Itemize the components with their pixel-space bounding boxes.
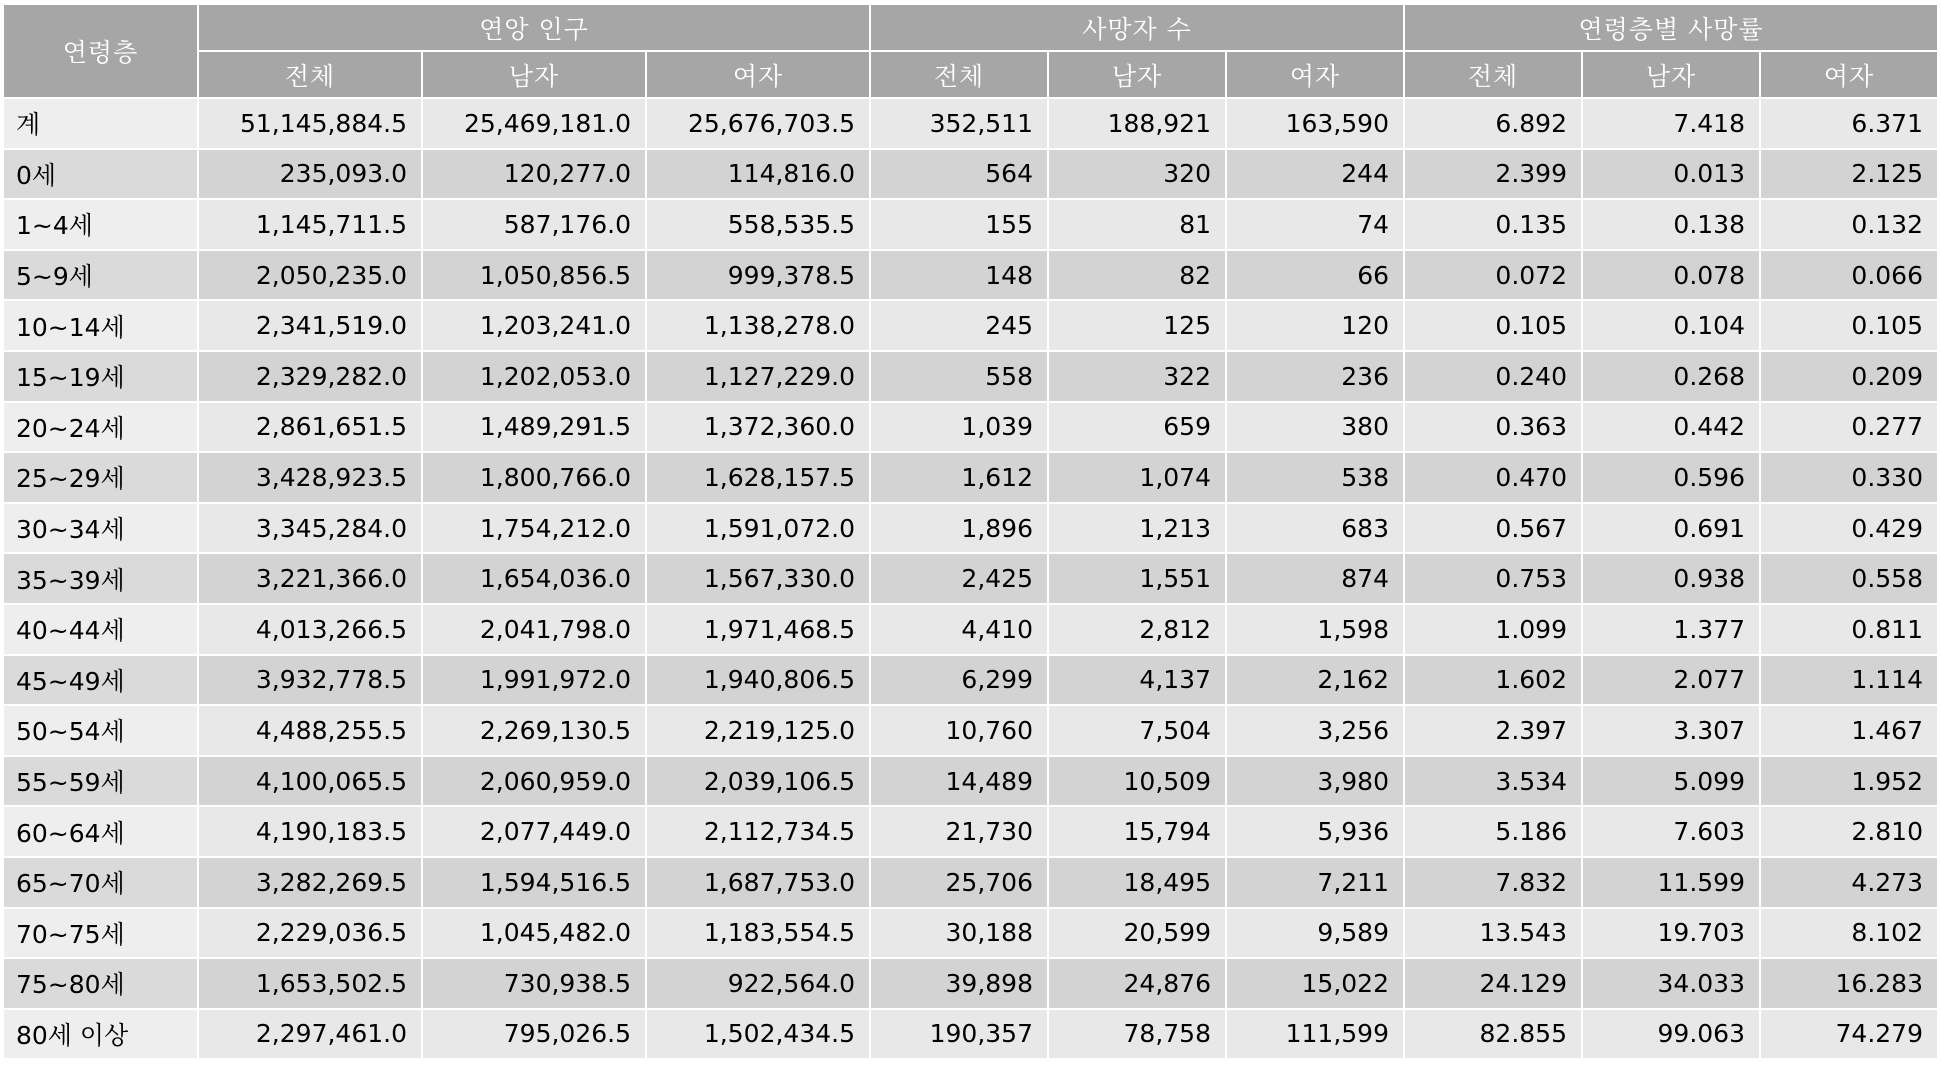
cell-rate-female: 4.273 [1760, 857, 1938, 908]
cell-rate-total: 0.363 [1404, 402, 1582, 453]
cell-deaths-male: 4,137 [1048, 655, 1226, 706]
cell-population-total: 2,861,651.5 [198, 402, 422, 453]
cell-rate-female: 1.952 [1760, 756, 1938, 807]
cell-deaths-male: 1,074 [1048, 452, 1226, 503]
cell-deaths-male: 320 [1048, 149, 1226, 200]
cell-deaths-female: 120 [1226, 300, 1404, 351]
row-age-label: 55~59세 [3, 756, 198, 807]
cell-rate-total: 5.186 [1404, 806, 1582, 857]
cell-rate-female: 16.283 [1760, 958, 1938, 1009]
cell-population-female: 1,567,330.0 [646, 553, 870, 604]
cell-rate-total: 0.072 [1404, 250, 1582, 301]
cell-rate-male: 11.599 [1582, 857, 1760, 908]
cell-deaths-total: 190,357 [870, 1009, 1048, 1060]
cell-rate-female: 0.066 [1760, 250, 1938, 301]
header-population-female: 여자 [646, 51, 870, 98]
table-row [3, 199, 1938, 250]
cell-deaths-female: 3,980 [1226, 756, 1404, 807]
cell-deaths-total: 1,612 [870, 452, 1048, 503]
cell-deaths-total: 1,896 [870, 503, 1048, 554]
header-rate-female: 여자 [1760, 51, 1938, 98]
cell-rate-total: 2.399 [1404, 149, 1582, 200]
cell-rate-female: 0.209 [1760, 351, 1938, 402]
table-body [3, 98, 1938, 1059]
header-rate-total: 전체 [1404, 51, 1582, 98]
cell-population-male: 587,176.0 [422, 199, 646, 250]
cell-population-total: 2,297,461.0 [198, 1009, 422, 1060]
cell-deaths-male: 24,876 [1048, 958, 1226, 1009]
header-population-male: 남자 [422, 51, 646, 98]
cell-population-total: 4,013,266.5 [198, 604, 422, 655]
row-age-label: 30~34세 [3, 503, 198, 554]
header-deaths-total: 전체 [870, 51, 1048, 98]
cell-rate-male: 0.013 [1582, 149, 1760, 200]
cell-population-male: 25,469,181.0 [422, 98, 646, 149]
table-row [3, 250, 1938, 301]
cell-deaths-male: 20,599 [1048, 908, 1226, 959]
cell-deaths-total: 558 [870, 351, 1048, 402]
table-row [3, 98, 1938, 149]
cell-rate-male: 7.418 [1582, 98, 1760, 149]
cell-population-female: 1,372,360.0 [646, 402, 870, 453]
cell-population-male: 1,594,516.5 [422, 857, 646, 908]
cell-rate-total: 1.602 [1404, 655, 1582, 706]
table-row [3, 402, 1938, 453]
cell-population-total: 3,932,778.5 [198, 655, 422, 706]
cell-rate-female: 0.330 [1760, 452, 1938, 503]
cell-deaths-total: 2,425 [870, 553, 1048, 604]
cell-population-male: 2,077,449.0 [422, 806, 646, 857]
table-row [3, 958, 1938, 1009]
row-age-label: 45~49세 [3, 655, 198, 706]
header-row-sub [3, 51, 1938, 98]
cell-rate-female: 1.114 [1760, 655, 1938, 706]
cell-deaths-total: 1,039 [870, 402, 1048, 453]
cell-rate-total: 3.534 [1404, 756, 1582, 807]
cell-rate-male: 34.033 [1582, 958, 1760, 1009]
cell-deaths-female: 244 [1226, 149, 1404, 200]
header-age-group: 연령층 [3, 4, 198, 98]
row-age-label: 0세 [3, 149, 198, 200]
cell-population-total: 2,341,519.0 [198, 300, 422, 351]
row-age-label: 20~24세 [3, 402, 198, 453]
cell-deaths-total: 352,511 [870, 98, 1048, 149]
table-row [3, 503, 1938, 554]
header-deaths-male: 남자 [1048, 51, 1226, 98]
cell-deaths-male: 2,812 [1048, 604, 1226, 655]
cell-deaths-total: 6,299 [870, 655, 1048, 706]
row-age-label: 60~64세 [3, 806, 198, 857]
cell-rate-male: 0.596 [1582, 452, 1760, 503]
cell-population-male: 2,041,798.0 [422, 604, 646, 655]
table-row [3, 655, 1938, 706]
cell-population-total: 2,229,036.5 [198, 908, 422, 959]
cell-deaths-male: 1,551 [1048, 553, 1226, 604]
cell-population-female: 558,535.5 [646, 199, 870, 250]
cell-deaths-male: 10,509 [1048, 756, 1226, 807]
cell-rate-male: 0.104 [1582, 300, 1760, 351]
cell-deaths-female: 874 [1226, 553, 1404, 604]
cell-deaths-total: 564 [870, 149, 1048, 200]
cell-deaths-male: 15,794 [1048, 806, 1226, 857]
row-age-label: 35~39세 [3, 553, 198, 604]
table-header [3, 4, 1938, 98]
cell-rate-female: 0.132 [1760, 199, 1938, 250]
cell-deaths-female: 3,256 [1226, 705, 1404, 756]
cell-rate-female: 0.811 [1760, 604, 1938, 655]
cell-deaths-female: 236 [1226, 351, 1404, 402]
cell-rate-female: 8.102 [1760, 908, 1938, 959]
cell-population-male: 2,269,130.5 [422, 705, 646, 756]
cell-population-female: 1,138,278.0 [646, 300, 870, 351]
row-age-label: 25~29세 [3, 452, 198, 503]
table-row [3, 705, 1938, 756]
table-row [3, 149, 1938, 200]
cell-deaths-total: 10,760 [870, 705, 1048, 756]
cell-deaths-male: 322 [1048, 351, 1226, 402]
row-age-label: 10~14세 [3, 300, 198, 351]
cell-deaths-total: 245 [870, 300, 1048, 351]
cell-deaths-female: 5,936 [1226, 806, 1404, 857]
table-row [3, 300, 1938, 351]
cell-rate-total: 82.855 [1404, 1009, 1582, 1060]
cell-deaths-male: 125 [1048, 300, 1226, 351]
cell-population-total: 4,100,065.5 [198, 756, 422, 807]
cell-population-female: 1,183,554.5 [646, 908, 870, 959]
cell-deaths-total: 4,410 [870, 604, 1048, 655]
cell-rate-total: 1.099 [1404, 604, 1582, 655]
cell-deaths-female: 66 [1226, 250, 1404, 301]
cell-deaths-female: 74 [1226, 199, 1404, 250]
cell-population-female: 1,940,806.5 [646, 655, 870, 706]
cell-deaths-male: 188,921 [1048, 98, 1226, 149]
cell-population-male: 1,045,482.0 [422, 908, 646, 959]
cell-population-female: 1,687,753.0 [646, 857, 870, 908]
cell-population-male: 1,050,856.5 [422, 250, 646, 301]
cell-deaths-female: 15,022 [1226, 958, 1404, 1009]
mortality-table [2, 3, 1939, 1060]
cell-rate-total: 0.567 [1404, 503, 1582, 554]
cell-deaths-male: 7,504 [1048, 705, 1226, 756]
cell-rate-total: 0.135 [1404, 199, 1582, 250]
table-row [3, 806, 1938, 857]
row-age-label: 75~80세 [3, 958, 198, 1009]
cell-rate-female: 6.371 [1760, 98, 1938, 149]
table-row [3, 452, 1938, 503]
cell-population-male: 1,203,241.0 [422, 300, 646, 351]
cell-rate-male: 2.077 [1582, 655, 1760, 706]
cell-population-male: 1,991,972.0 [422, 655, 646, 706]
cell-rate-total: 0.240 [1404, 351, 1582, 402]
cell-deaths-female: 538 [1226, 452, 1404, 503]
header-group-deaths: 사망자 수 [870, 4, 1404, 51]
cell-deaths-male: 659 [1048, 402, 1226, 453]
cell-rate-total: 2.397 [1404, 705, 1582, 756]
row-age-label: 70~75세 [3, 908, 198, 959]
cell-rate-male: 5.099 [1582, 756, 1760, 807]
cell-population-female: 1,628,157.5 [646, 452, 870, 503]
cell-deaths-total: 30,188 [870, 908, 1048, 959]
cell-population-male: 120,277.0 [422, 149, 646, 200]
cell-population-female: 2,219,125.0 [646, 705, 870, 756]
cell-population-male: 1,800,766.0 [422, 452, 646, 503]
cell-population-total: 1,145,711.5 [198, 199, 422, 250]
cell-deaths-female: 2,162 [1226, 655, 1404, 706]
header-population-total: 전체 [198, 51, 422, 98]
cell-population-total: 3,282,269.5 [198, 857, 422, 908]
header-rate-male: 남자 [1582, 51, 1760, 98]
cell-population-total: 3,345,284.0 [198, 503, 422, 554]
cell-population-female: 1,591,072.0 [646, 503, 870, 554]
table-row [3, 351, 1938, 402]
cell-deaths-female: 7,211 [1226, 857, 1404, 908]
cell-population-total: 235,093.0 [198, 149, 422, 200]
row-age-label: 1~4세 [3, 199, 198, 250]
cell-rate-female: 0.277 [1760, 402, 1938, 453]
header-deaths-female: 여자 [1226, 51, 1404, 98]
cell-population-total: 4,488,255.5 [198, 705, 422, 756]
cell-deaths-total: 39,898 [870, 958, 1048, 1009]
cell-population-total: 4,190,183.5 [198, 806, 422, 857]
cell-population-total: 2,050,235.0 [198, 250, 422, 301]
cell-population-female: 2,039,106.5 [646, 756, 870, 807]
cell-rate-male: 1.377 [1582, 604, 1760, 655]
cell-population-male: 1,754,212.0 [422, 503, 646, 554]
cell-population-female: 114,816.0 [646, 149, 870, 200]
cell-rate-female: 0.558 [1760, 553, 1938, 604]
cell-population-male: 730,938.5 [422, 958, 646, 1009]
cell-rate-total: 0.753 [1404, 553, 1582, 604]
cell-rate-female: 0.105 [1760, 300, 1938, 351]
cell-rate-male: 0.938 [1582, 553, 1760, 604]
cell-rate-male: 0.691 [1582, 503, 1760, 554]
cell-deaths-male: 18,495 [1048, 857, 1226, 908]
cell-deaths-female: 683 [1226, 503, 1404, 554]
table-row [3, 857, 1938, 908]
table-row [3, 908, 1938, 959]
cell-rate-female: 1.467 [1760, 705, 1938, 756]
cell-rate-male: 0.268 [1582, 351, 1760, 402]
cell-rate-male: 99.063 [1582, 1009, 1760, 1060]
row-age-label: 5~9세 [3, 250, 198, 301]
cell-population-female: 1,971,468.5 [646, 604, 870, 655]
cell-deaths-male: 82 [1048, 250, 1226, 301]
cell-rate-total: 24.129 [1404, 958, 1582, 1009]
cell-deaths-female: 380 [1226, 402, 1404, 453]
cell-rate-total: 0.470 [1404, 452, 1582, 503]
cell-population-female: 1,502,434.5 [646, 1009, 870, 1060]
cell-deaths-female: 111,599 [1226, 1009, 1404, 1060]
cell-rate-male: 19.703 [1582, 908, 1760, 959]
cell-population-female: 1,127,229.0 [646, 351, 870, 402]
cell-deaths-total: 25,706 [870, 857, 1048, 908]
row-age-label: 50~54세 [3, 705, 198, 756]
cell-population-female: 2,112,734.5 [646, 806, 870, 857]
cell-rate-total: 13.543 [1404, 908, 1582, 959]
cell-population-male: 1,202,053.0 [422, 351, 646, 402]
cell-population-female: 922,564.0 [646, 958, 870, 1009]
cell-population-female: 25,676,703.5 [646, 98, 870, 149]
cell-deaths-female: 163,590 [1226, 98, 1404, 149]
cell-deaths-male: 81 [1048, 199, 1226, 250]
cell-rate-male: 0.078 [1582, 250, 1760, 301]
cell-rate-female: 0.429 [1760, 503, 1938, 554]
cell-deaths-total: 21,730 [870, 806, 1048, 857]
cell-deaths-total: 155 [870, 199, 1048, 250]
cell-population-male: 2,060,959.0 [422, 756, 646, 807]
cell-rate-male: 3.307 [1582, 705, 1760, 756]
cell-deaths-total: 14,489 [870, 756, 1048, 807]
cell-rate-male: 0.138 [1582, 199, 1760, 250]
cell-rate-female: 2.810 [1760, 806, 1938, 857]
cell-deaths-male: 78,758 [1048, 1009, 1226, 1060]
table-row [3, 604, 1938, 655]
cell-population-male: 795,026.5 [422, 1009, 646, 1060]
cell-population-female: 999,378.5 [646, 250, 870, 301]
cell-population-total: 3,221,366.0 [198, 553, 422, 604]
header-group-population: 연앙 인구 [198, 4, 870, 51]
cell-rate-male: 7.603 [1582, 806, 1760, 857]
row-age-label: 계 [3, 98, 198, 149]
cell-rate-female: 2.125 [1760, 149, 1938, 200]
cell-population-male: 1,489,291.5 [422, 402, 646, 453]
cell-deaths-female: 9,589 [1226, 908, 1404, 959]
row-age-label: 15~19세 [3, 351, 198, 402]
cell-population-total: 51,145,884.5 [198, 98, 422, 149]
cell-population-total: 2,329,282.0 [198, 351, 422, 402]
cell-rate-male: 0.442 [1582, 402, 1760, 453]
cell-deaths-male: 1,213 [1048, 503, 1226, 554]
table-row [3, 1009, 1938, 1060]
header-row-groups [3, 4, 1938, 51]
row-age-label: 80세 이상 [3, 1009, 198, 1060]
table-row [3, 756, 1938, 807]
cell-population-total: 3,428,923.5 [198, 452, 422, 503]
cell-rate-female: 74.279 [1760, 1009, 1938, 1060]
cell-rate-total: 6.892 [1404, 98, 1582, 149]
cell-deaths-total: 148 [870, 250, 1048, 301]
header-group-rate: 연령층별 사망률 [1404, 4, 1938, 51]
cell-deaths-female: 1,598 [1226, 604, 1404, 655]
row-age-label: 65~70세 [3, 857, 198, 908]
cell-rate-total: 7.832 [1404, 857, 1582, 908]
cell-population-total: 1,653,502.5 [198, 958, 422, 1009]
row-age-label: 40~44세 [3, 604, 198, 655]
cell-population-male: 1,654,036.0 [422, 553, 646, 604]
cell-rate-total: 0.105 [1404, 300, 1582, 351]
table-row [3, 553, 1938, 604]
